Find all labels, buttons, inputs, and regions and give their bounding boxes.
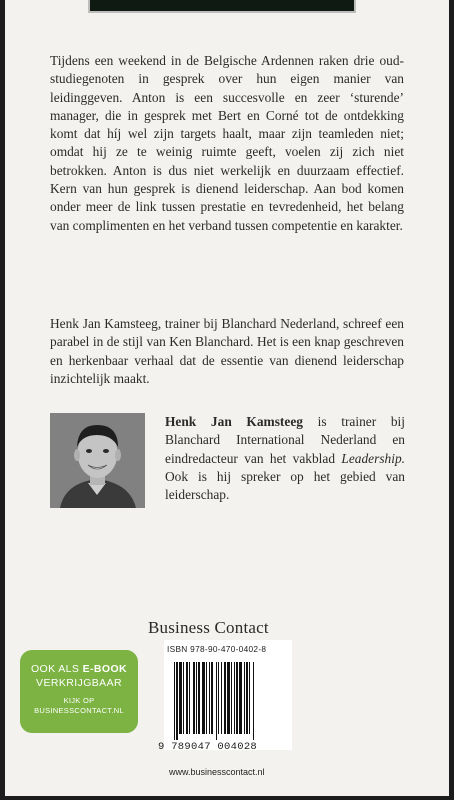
barcode-bar [239,662,242,734]
barcode-bar [206,662,207,734]
author-bio [165,413,405,504]
barcode-bar [224,662,226,734]
barcode-bar [244,662,245,734]
barcode-bar [209,662,210,734]
ebook-badge [20,650,138,733]
magazine-name: Leadership. [341,450,405,466]
author-photo [50,413,145,508]
barcode-bar [189,662,190,734]
barcode-area [164,640,292,750]
isbn-text: ISBN 978-90-470-0402-8 [167,644,267,654]
ebook-line-1 [20,663,138,675]
barcode-bar [186,662,188,734]
barcode-bar [193,662,195,734]
barcode-bar [198,662,200,734]
author-name: Henk Jan Kamsteeg [165,414,303,429]
ebook-line-3: KIJK OP [63,696,95,705]
barcode-bar [202,662,205,734]
barcode-bar [234,662,235,734]
barcode-digits: 9 789047 004028 [158,741,258,753]
barcode-bar [236,662,238,734]
barcode-bar [216,662,217,740]
barcode-bar [231,662,232,734]
barcode-bar [174,662,175,740]
barcode-bar [221,662,222,734]
barcode-bar [196,662,197,734]
ebook-line-1-prefix: OOK ALS [30,663,83,675]
publisher-name: Business Contact [148,618,269,637]
barcode-bar [179,662,182,734]
barcode-bar [249,662,250,734]
ebook-line-2: VERKRIJGBAAR [36,677,122,689]
description-paragraph: Tijdens een weekend in de Belgische Ardennen raken drie oud-studiegenoten in gesprek over hun eigen manier van leidinggeven. Anton is een succesvolle en zeer ‘sturende’ manager, die in gesprek met Bert en Corné tot de ontdekking komt dat híj wel zijn targets haalt, maar zijn teamleden niet; omdat hij ze te weinig ruimte geeft, voelen zij zich niet betrokken. Anton is dus niet werkelijk en duurzaam effectief. Kern van hun gesprek is dienend leiderschap. Aan bod komen onder meer de link tussen prestatie en tevredenheid, het belang van complimenten en het verband tussen competentie en karakter. [50,53,404,233]
barcode-bar [218,662,219,734]
author-bio-text-1: is trainer bij Blanchard International Nederland en eindredacteur van het vakblad [165,414,405,466]
barcode-bar [211,662,213,734]
barcode-bar [253,662,254,740]
author-bio-text-2: Ook is hij spreker op het gebied van leiderschap. [165,468,405,503]
website-url: www.businesscontact.nl [169,767,265,777]
barcode-bar [246,662,248,734]
ebook-line-1-bold: E-BOOK [82,663,128,675]
barcode-bar [183,662,184,734]
top-decorative-band [88,0,356,13]
barcode-icon [164,640,292,750]
barcode-bar [227,662,230,734]
barcode-bar [176,662,178,740]
ebook-line-4: BUSINESSCONTACT.NL [34,706,124,715]
intro-paragraph: Henk Jan Kamsteeg, trainer bij Blanchard Nederland, schreef een parabel in de stijl van Ken Blanchard. Het is een knap geschreven en herkenbaar verhaal dat de essentie van dienend leiderschap inzichtelijk maakt. [50,316,404,386]
